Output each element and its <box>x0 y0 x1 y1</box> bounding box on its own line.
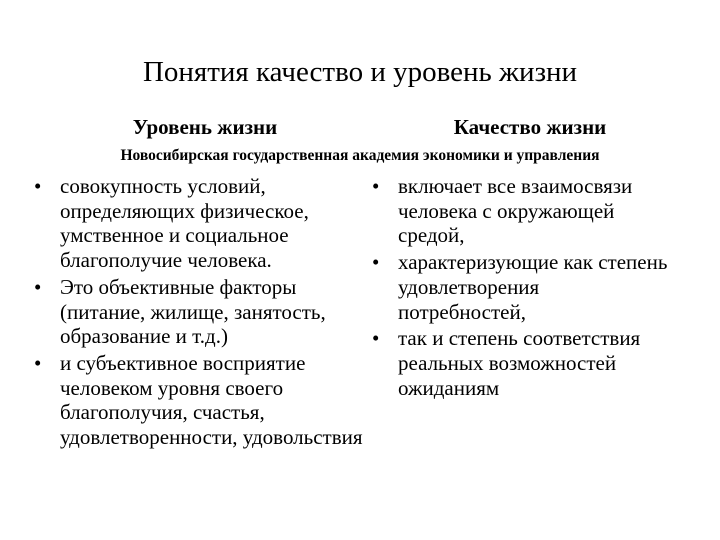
left-bullet-item <box>30 275 370 349</box>
left-bullet-text: и субъективное восприятие человеком уровня своего благополучия, счастья, удовлетворенности, удовольствия <box>60 350 363 450</box>
right-bullet-text: характеризующие как степень удовлетворения потребностей, <box>398 250 668 324</box>
left-column-heading: Уровень жизни <box>132 115 278 139</box>
left-bullet-list <box>30 174 370 450</box>
left-bullet-item <box>30 351 370 450</box>
right-bullet-item <box>368 250 668 324</box>
bullet-icon: • <box>34 174 42 198</box>
right-bullet-item <box>368 326 668 400</box>
bullet-icon: • <box>372 174 380 198</box>
right-bullet-text: так и степень соответствия реальных возможностей ожиданиям <box>398 326 641 400</box>
right-bullet-item <box>368 174 668 248</box>
right-column-heading: Качество жизни <box>453 115 607 139</box>
bullet-icon: • <box>34 274 42 299</box>
left-bullet-text: Это объективные факторы (питание, жилище, занятость, образование и т.д.) <box>60 274 326 349</box>
bullet-icon: • <box>372 250 380 275</box>
bullet-icon: • <box>34 350 42 375</box>
bullet-icon: • <box>372 326 380 351</box>
right-bullet-list <box>368 174 668 400</box>
right-bullet-text: включает все взаимосвязи человека с окружающей средой, <box>398 174 633 248</box>
left-bullet-text: совокупность условий, определяющих физическое, умственное и социальное благополучие человека. <box>60 174 309 273</box>
institution-subtitle: Новосибирская государственная академия экономики и управления <box>120 147 600 164</box>
left-bullet-item <box>30 174 370 273</box>
slide-title: Понятия качество и уровень жизни <box>142 56 578 88</box>
